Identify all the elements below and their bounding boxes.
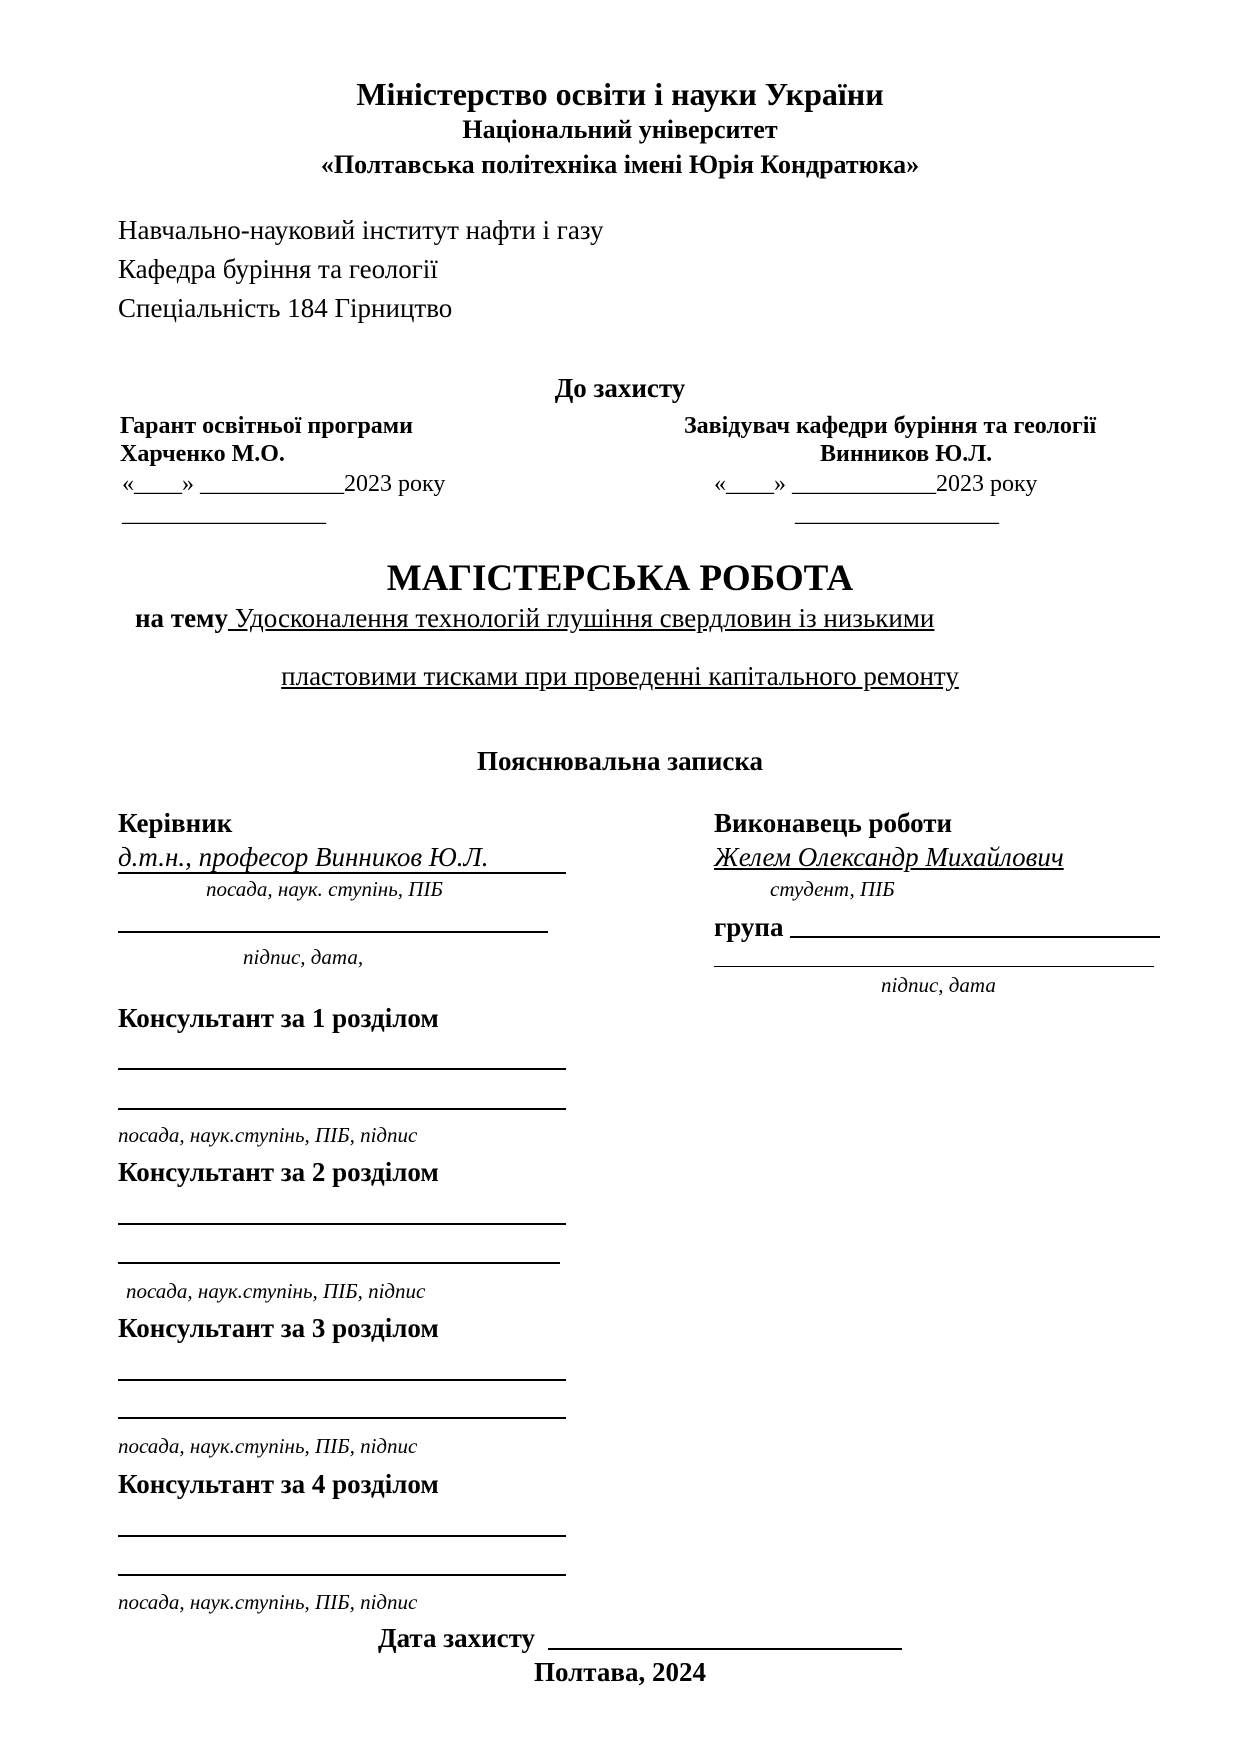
guarantor-name: Харченко М.О. xyxy=(120,441,285,467)
author-sign-caption: підпис, дата xyxy=(881,973,996,997)
head-signature-line: _________________ xyxy=(795,501,999,527)
consultant-3-label: Консультант за 3 розділом xyxy=(118,1313,439,1343)
defense-date-line xyxy=(548,1648,902,1650)
department: Кафедра буріння та геології xyxy=(118,254,438,284)
supervisor-caption: посада, наук. ступінь, ПІБ xyxy=(206,877,443,901)
topic-label: на тему xyxy=(135,603,228,633)
head-name: Винников Ю.Л. xyxy=(820,441,993,467)
group-label: група xyxy=(714,912,784,942)
defense-date-label: Дата захисту xyxy=(378,1623,536,1653)
topic-line-1: Удосконалення технологій глушіння свердловин із низькими xyxy=(227,603,935,633)
supervisor-signature-line xyxy=(118,931,548,933)
university-name: Національний університет xyxy=(462,115,778,144)
university-fullname: «Полтавська політехніка імені Юрія Кондратюка» xyxy=(320,150,920,179)
consultant-2-label: Консультант за 2 розділом xyxy=(118,1157,439,1187)
work-type: МАГІСТЕРСЬКА РОБОТА xyxy=(386,558,854,599)
author-caption: студент, ПІБ xyxy=(770,877,895,901)
approval-title: До захисту xyxy=(554,373,686,403)
consultant-4-label: Консультант за 4 розділом xyxy=(118,1469,439,1499)
ministry-title: Міністерство освіти і науки України xyxy=(356,76,884,112)
supervisor-sign-caption: підпис, дата, xyxy=(243,945,364,969)
consultant-4-caption: посада, наук.ступінь, ПІБ, підпис xyxy=(118,1590,418,1614)
consultant-1-label: Консультант за 1 розділом xyxy=(118,1003,439,1033)
guarantor-signature-line: _________________ xyxy=(122,501,326,527)
head-role: Завідувач кафедри буріння та геології xyxy=(684,413,1097,439)
supervisor-label: Керівник xyxy=(118,808,233,838)
consultant-1-caption: посада, наук.ступінь, ПІБ, підпис xyxy=(118,1123,418,1147)
institute: Навчально-науковий інститут нафти і газу xyxy=(118,215,604,245)
consultant-3-caption: посада, наук.ступінь, ПІБ, підпис xyxy=(118,1434,418,1458)
author-value: Желем Олександр Михайлович xyxy=(714,842,1064,872)
topic-line-2: пластовими тисками при проведенні капітального ремонту xyxy=(281,661,959,691)
guarantor-role: Гарант освітньої програми xyxy=(120,413,413,439)
author-signature-line xyxy=(714,966,1154,967)
guarantor-date: «____» ____________2023 року xyxy=(122,471,446,497)
head-date: «____» ____________2023 року xyxy=(714,471,1038,497)
city-year: Полтава, 2024 xyxy=(534,1657,706,1687)
supervisor-value: д.т.н., професор Винников Ю.Л. xyxy=(118,842,489,872)
subtitle: Пояснювальна записка xyxy=(476,746,764,776)
group-line xyxy=(790,936,1160,938)
specialty: Спеціальність 184 Гірництво xyxy=(118,293,453,323)
consultant-2-caption: посада, наук.ступінь, ПІБ, підпис xyxy=(126,1279,426,1303)
author-label: Виконавець роботи xyxy=(714,808,953,838)
